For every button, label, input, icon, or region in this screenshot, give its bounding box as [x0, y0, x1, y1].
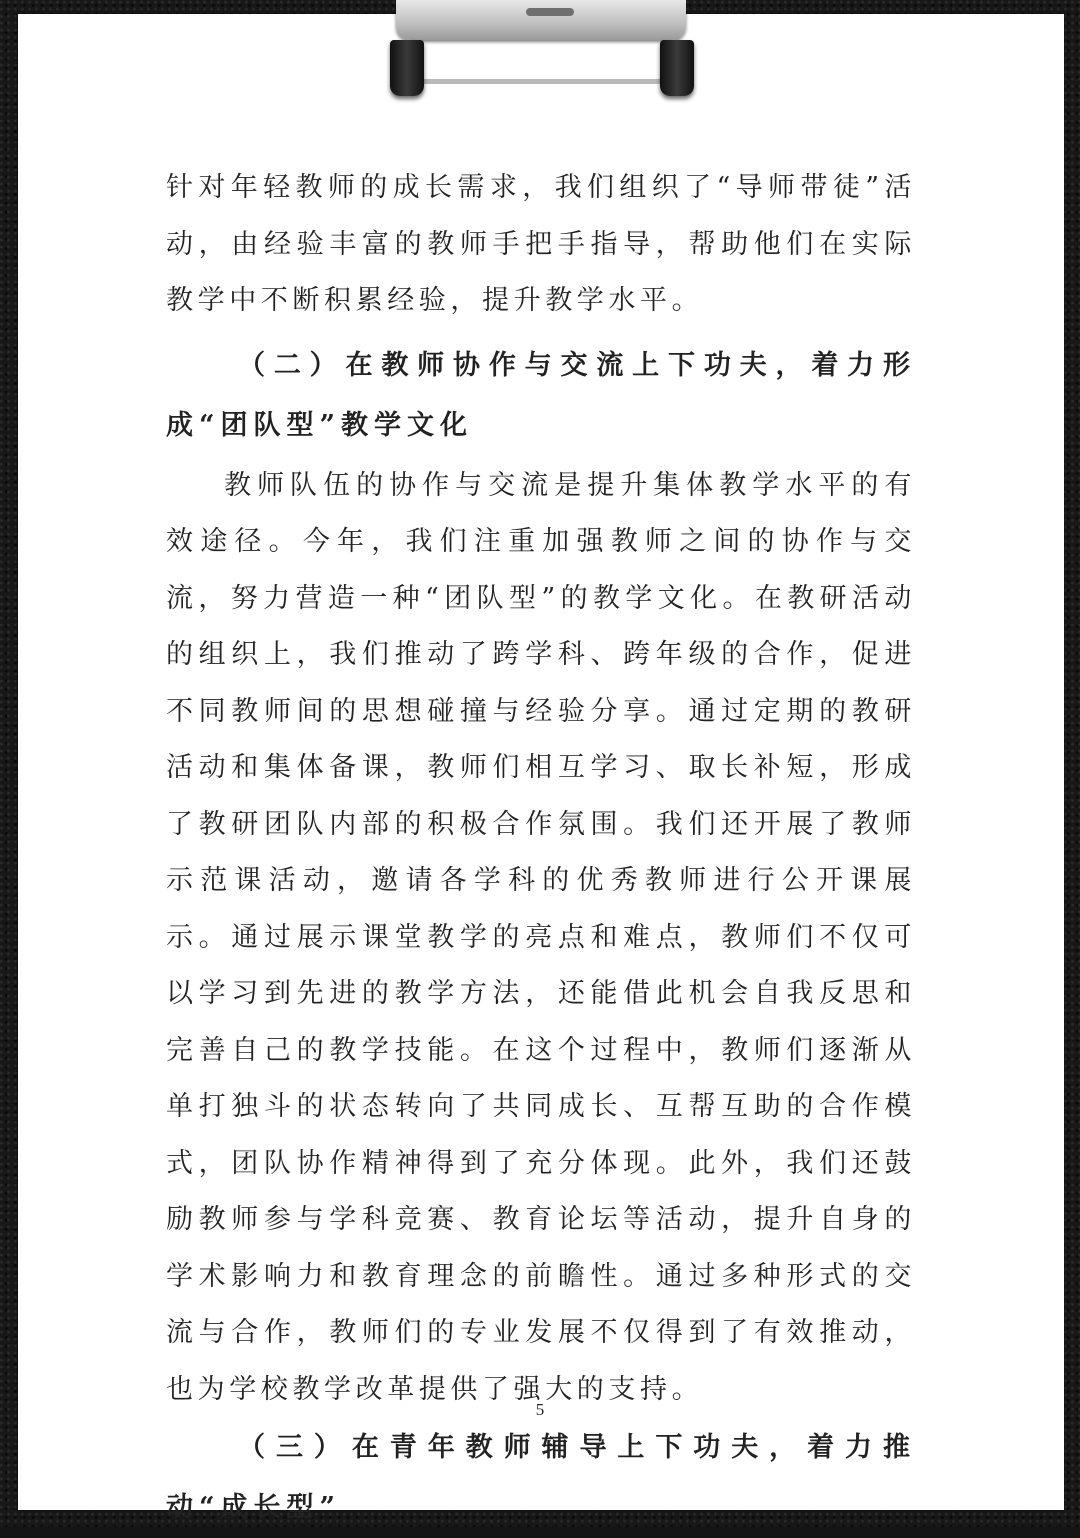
clip-right-foot — [660, 40, 694, 96]
section-heading: （二）在教师协作与交流上下功夫，着力形成“团队型”教学文化 — [166, 349, 916, 441]
document-body — [166, 160, 916, 1538]
page-number: 5 — [535, 1400, 545, 1419]
clip-left-foot — [390, 40, 424, 96]
body-paragraph: 针对年轻教师的成长需求，我们组织了“导师带徒”活动，由经验丰富的教师手把手指导，帮助他们在实际教学中不断积累经验，提升教学水平。 — [166, 172, 916, 316]
clip-plate — [396, 0, 686, 40]
body-paragraph: 教师队伍的协作与交流是提升集体教学水平的有效途径。今年，我们注重加强教师之间的协作与交流，努力营造一种“团队型”的教学文化。在教研活动的组织上，我们推动了跨学科、跨年级的合作，促进不同教师间的思想碰撞与经验分享。通过定期的教研活动和集体备课，教师们相互学习、取长补短，形成了教研团队内部的积极合作氛围。我们还开展了教师示范课活动，邀请各学科的优秀教师进行公开课展示。通过展示课堂教学的亮点和难点，教师们不仅可以学习到先进的教学方法，还能借此机会自我反思和完善自己的教学技能。在这个过程中，教师们逐渐从单打独斗的状态转向了共同成长、互帮互助的合作模式，团队协作精神得到了充分体现。此外，我们还鼓励教师参与学科竞赛、教育论坛等活动，提升自身的学术影响力和教育理念的前瞻性。通过多种形式的交流与合作，教师们的专业发展不仅得到了有效推动，也为学校教学改革提供了强大的支持。 — [166, 469, 916, 1405]
clipboard-clip — [386, 0, 698, 102]
section-heading: （三）在青年教师辅导上下功夫，着力推动“成长型” — [166, 1432, 916, 1523]
clip-slot — [526, 8, 574, 16]
